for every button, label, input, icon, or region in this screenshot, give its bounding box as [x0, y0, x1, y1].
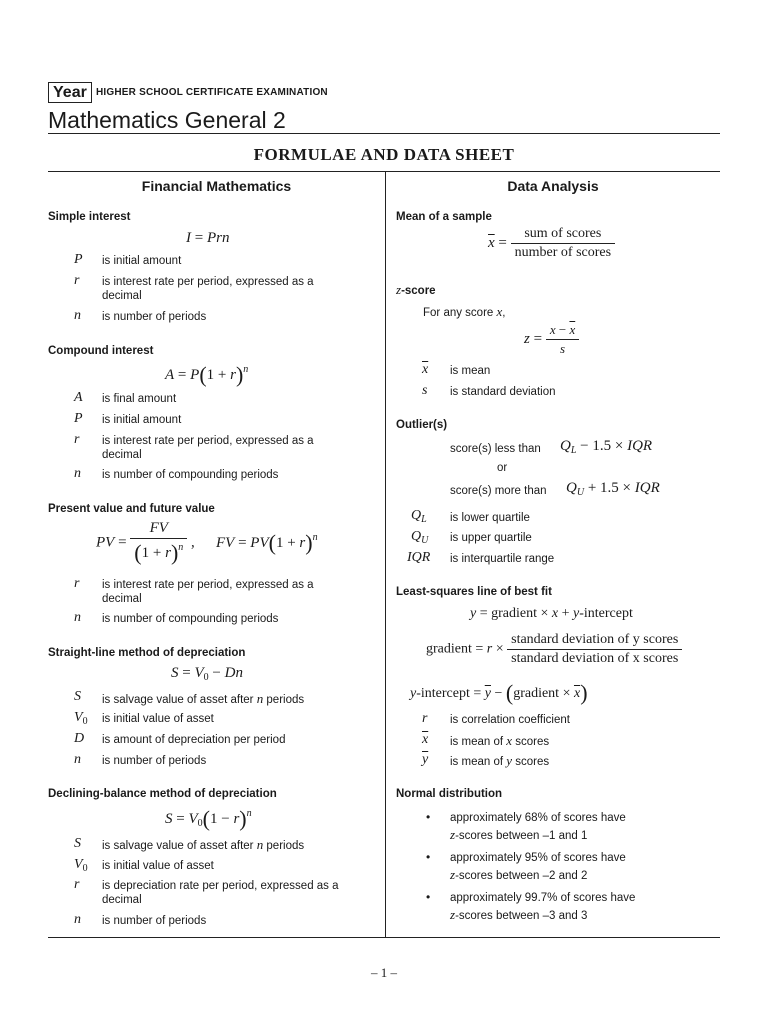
declining-balance-formula: $S = V_0(1 - r)^n$ [165, 806, 252, 831]
var-desc: is correlation coefficient [450, 714, 570, 726]
var-desc: is depreciation rate per period, expressed as a decimal [102, 880, 339, 906]
var-symbol: IQR [407, 550, 431, 565]
outlier-less-formula: $Q_L - 1.5$ × IQR [560, 438, 653, 456]
var-desc: is initial value of asset [102, 713, 214, 725]
bottom-rule [48, 937, 720, 938]
var-desc: is number of periods [102, 311, 207, 323]
exam-name: HIGHER SCHOOL CERTIFICATE EXAMINATION [96, 87, 328, 98]
present-future-title: Present value and future value [48, 503, 215, 515]
var-desc: is amount of depreciation per period [102, 734, 286, 746]
title-rule [48, 133, 720, 134]
var-symbol: S [74, 836, 81, 851]
var-desc: is salvage value of asset after n periods [102, 691, 305, 706]
var-symbol: r [74, 877, 80, 892]
var-desc: is number of periods [102, 755, 207, 767]
normal-line: z-scores between –1 and 1 [450, 827, 588, 842]
outlier-less-label: score(s) less than [450, 443, 541, 455]
var-symbol: $Q_U$ [411, 529, 429, 546]
bullet: • [426, 890, 431, 904]
var-symbol: $\overline{x}$ [422, 732, 429, 747]
normal-line: z-scores between –2 and 2 [450, 867, 588, 882]
financial-heading: Financial Mathematics [141, 178, 292, 194]
sheet-rule [48, 171, 720, 172]
gradient-denominator: standard deviation of x scores [511, 651, 679, 666]
var-desc: is initial value of asset [102, 860, 214, 872]
var-desc: is mean [450, 365, 491, 377]
simple-interest-title: Simple interest [48, 211, 131, 223]
zscore-title: z-score [396, 282, 436, 297]
var-symbol: r [74, 273, 80, 288]
var-desc: is initial amount [102, 414, 182, 426]
future-value-formula: FV = $PV(1 + r)^n$ [216, 530, 318, 555]
mean-denominator: number of scores [514, 245, 612, 260]
var-symbol: P [74, 411, 83, 426]
var-symbol: r [74, 432, 80, 447]
var-symbol: n [74, 912, 81, 927]
var-symbol: P [74, 252, 83, 267]
var-symbol: $\overline{x}$ [422, 362, 429, 377]
var-symbol: S [74, 689, 81, 704]
var-desc: is upper quartile [450, 532, 532, 544]
normal-line: z-scores between –3 and 3 [450, 907, 588, 922]
data-analysis-heading: Data Analysis [507, 178, 599, 194]
mean-title: Mean of a sample [396, 211, 492, 223]
var-symbol: $V_0$ [74, 857, 88, 874]
page-title: Mathematics General 2 [48, 107, 286, 133]
var-symbol: n [74, 752, 81, 767]
straight-line-formula: $S = V_0 - Dn$ [171, 665, 243, 683]
var-desc: is salvage value of asset after n periods [102, 837, 305, 852]
var-desc: is mean of y scores [450, 753, 550, 768]
page-number: – 1 – [371, 965, 397, 980]
mean-numerator: sum of scores [511, 226, 615, 244]
bullet: • [426, 810, 431, 824]
simple-interest-formula: I = Prn [186, 230, 230, 246]
var-desc: is number of periods [102, 915, 207, 927]
bullet: • [426, 850, 431, 864]
var-symbol: $\overline{y}$ [422, 752, 429, 767]
gradient-numerator: standard deviation of y scores [507, 632, 682, 650]
var-desc: is number of compounding periods [102, 613, 279, 625]
var-symbol: n [74, 308, 81, 323]
zscore-intro: For any score x, [423, 304, 506, 319]
var-symbol: s [422, 383, 428, 398]
normal-line: approximately 99.7% of scores have [450, 892, 636, 904]
present-value-formula: PV = $\frac{FV}{(1 + r)^n}$ , [96, 520, 195, 565]
line-formula: y = gradient × x + y-intercept [470, 606, 633, 621]
declining-balance-title: Declining-balance method of depreciation [48, 788, 277, 800]
var-symbol: $V_0$ [74, 710, 88, 727]
var-desc: is interest rate per period, expressed as a decimal [102, 276, 314, 302]
var-desc: is interest rate per period, expressed as a decimal [102, 579, 314, 605]
var-symbol: n [74, 610, 81, 625]
var-desc: is lower quartile [450, 512, 530, 524]
normal-line: approximately 95% of scores have [450, 852, 626, 864]
var-symbol: r [74, 576, 80, 591]
outliers-title: Outlier(s) [396, 419, 448, 431]
compound-interest-title: Compound interest [48, 345, 154, 357]
var-symbol: $Q_L$ [411, 508, 427, 525]
mean-formula: $\overline{x}$ = $\frac{\text{sum of scores}}{\text{number of scores}}$ [488, 226, 615, 261]
var-symbol: n [74, 466, 81, 481]
var-desc: is interest rate per period, expressed as a decimal [102, 435, 314, 461]
var-desc: is interquartile range [450, 553, 555, 565]
var-symbol: A [74, 390, 83, 405]
outlier-more-label: score(s) more than [450, 485, 547, 497]
outlier-more-formula: $Q_U + 1.5$ × IQR [566, 480, 660, 498]
compound-interest-formula: $A = P(1 + r)^n$ [165, 362, 249, 387]
var-desc: is standard deviation [450, 386, 556, 398]
intercept-formula: y-intercept = $\overline{y}$ − (gradient × $\overline{x}$) [410, 680, 588, 705]
gradient-formula: gradient = r × $\frac{\text{standard deviation of y scores}}{\text{standard deviation of x scores}}$ [426, 632, 682, 667]
normal-line: approximately 68% of scores have [450, 812, 626, 824]
var-desc: is final amount [102, 393, 177, 405]
least-squares-title: Least-squares line of best fit [396, 586, 552, 598]
var-symbol: r [422, 711, 428, 726]
column-divider [385, 171, 386, 937]
var-desc: is number of compounding periods [102, 469, 279, 481]
var-desc: is initial amount [102, 255, 182, 267]
year-box: Year [48, 82, 92, 103]
normal-title: Normal distribution [396, 788, 503, 800]
var-desc: is mean of x scores [450, 733, 550, 748]
outlier-or: or [497, 462, 508, 474]
zscore-formula: z = $\frac{x - \overline{x}}{s}$ [524, 322, 579, 357]
straight-line-title: Straight-line method of depreciation [48, 647, 246, 659]
sheet-title: FORMULAE AND DATA SHEET [253, 145, 515, 164]
var-symbol: D [74, 731, 85, 746]
